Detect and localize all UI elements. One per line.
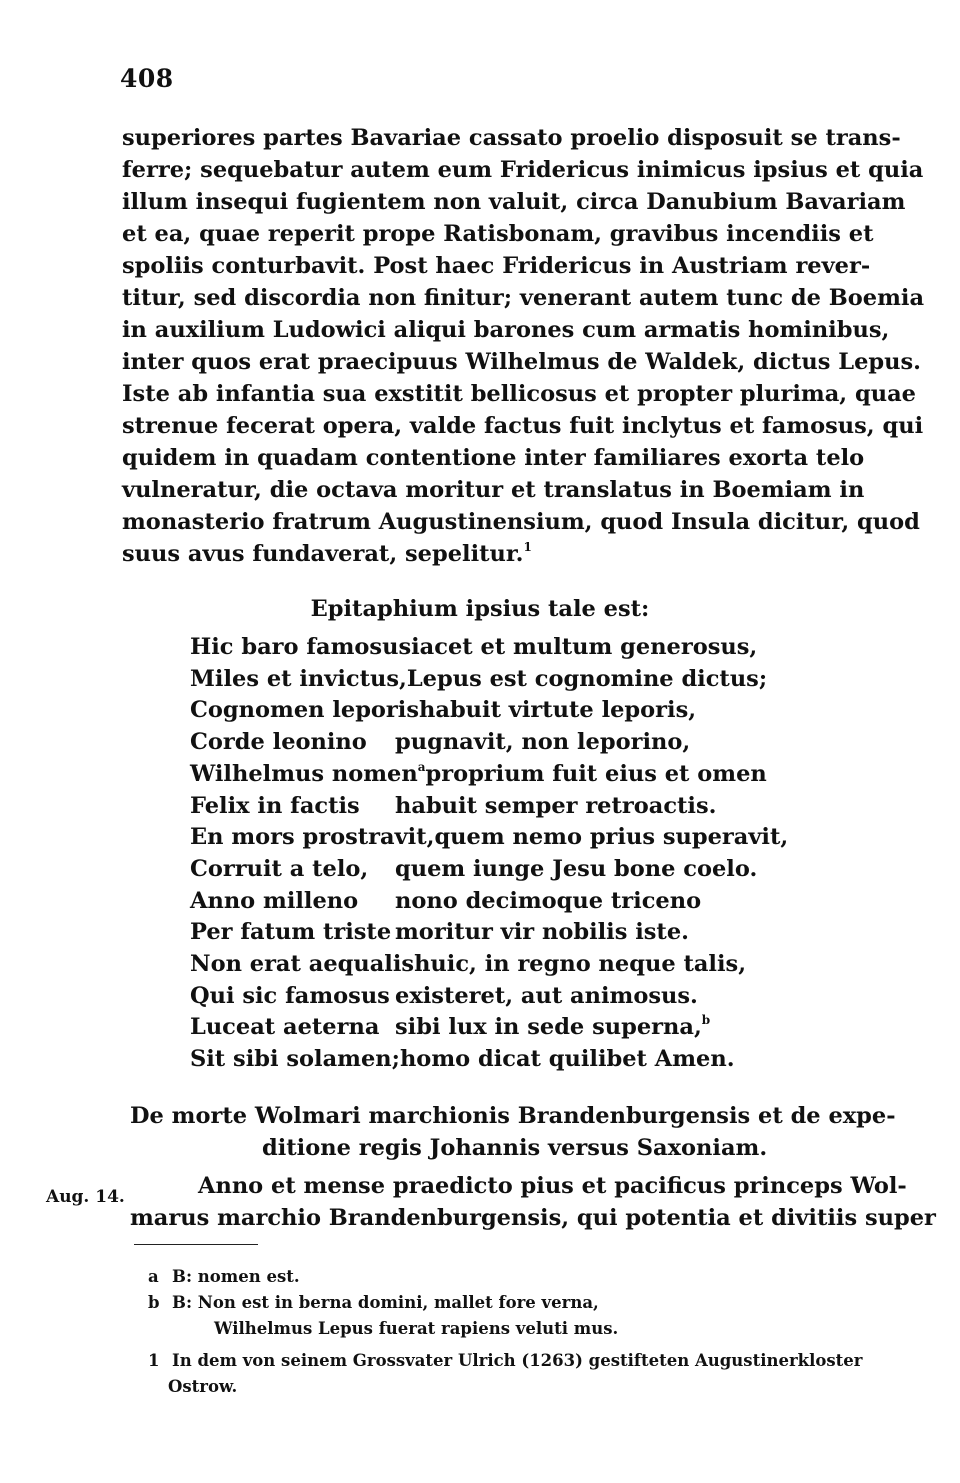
footnote-text: Wilhelmus Lepus fuerat rapiens veluti mus.: [214, 1319, 619, 1338]
footnote-mark: b: [148, 1293, 160, 1312]
verse-line: [190, 695, 788, 727]
verse-line: [190, 1044, 788, 1076]
text-line: ferre; sequebatur autem eum Fridericus inimicus ipsius et quia: [122, 157, 924, 183]
text-line: spoliis conturbavit. Post haec Fridericus in Austriam rever-: [122, 253, 871, 279]
epitaph-heading: Epitaphium ipsius tale est:: [310, 596, 650, 622]
footnote-mark: a: [148, 1267, 159, 1286]
text-line-last: [122, 538, 852, 570]
text-line: in auxilium Ludowici aliqui barones cum armatis hominibus,: [122, 317, 890, 343]
verse-line: [190, 1012, 788, 1044]
last-line-text: suus avus fundaverat, sepelitur.: [122, 541, 524, 567]
verse-line: [190, 759, 788, 791]
verse-hemistich-b: sibi lux in sede superna,: [395, 1014, 702, 1041]
verse-hemistich-a: Qui sic famosus: [190, 982, 390, 1009]
text-line: Iste ab infantia sua exstitit bellicosus et propter plurima, quae: [122, 381, 916, 407]
verse-hemistich-b: nono decimoque triceno: [395, 887, 702, 914]
text-line: quidem in quadam contentione inter familiares exorta telo: [122, 445, 865, 471]
text-line: monasterio fratrum Augustinensium, quod Insula dicitur, quod: [122, 509, 920, 535]
verse-hemistich-b: habuit virtute leporis,: [419, 697, 697, 724]
verse-hemistich-a: Miles et invictus,: [190, 665, 407, 692]
footnote-mark: 1: [148, 1351, 160, 1370]
verse-hemistich-b: existeret, aut animosus.: [395, 982, 698, 1009]
verse-hemistich-b: proprium fuit eius et omen: [425, 760, 767, 787]
verse-line: [190, 886, 788, 918]
verse-hemistich-b: iacet et multum generosus,: [411, 634, 758, 660]
footnote-ref-1: 1: [523, 540, 532, 554]
verse-hemistich-b: homo dicat quilibet Amen.: [399, 1046, 735, 1073]
verse-text: Wilhelmus nomen: [190, 760, 418, 787]
main-paragraph: [122, 122, 925, 570]
footnote-a: [148, 1264, 868, 1290]
verse-hemistich-b: pugnavit, non leporino,: [395, 729, 691, 756]
footnote-text: B: Non est in berna domini, mallet fore verna,: [172, 1293, 599, 1312]
verse-line: [190, 664, 788, 696]
verse-hemistich-a: Anno milleno: [190, 887, 359, 914]
text-line: superiores partes Bavariae cassato proelio disposuit se trans-: [122, 125, 901, 151]
verse-hemistich-a: Per fatum triste: [190, 919, 392, 946]
footnote-ref-a: a: [417, 759, 426, 774]
text-line: inter quos erat praecipuus Wilhelmus de Waldek, dictus Lepus.: [122, 349, 921, 375]
verse-line: [190, 949, 788, 981]
footnote-1-continuation: [148, 1374, 868, 1400]
epitaph-poem: [190, 632, 788, 1076]
footnotes: [148, 1264, 868, 1400]
footnote-b: [148, 1290, 868, 1316]
verse-hemistich-a: Cognomen leporis: [190, 697, 419, 724]
verse-hemistich-a: Felix in factis: [190, 792, 360, 819]
text-line: illum insequi fugientem non valuit, circa Danubium Bavariam: [122, 189, 906, 215]
footnote-b-continuation: [148, 1316, 868, 1342]
verse-hemistich-a: En mors prostravit,: [190, 824, 435, 851]
text-line: strenue fecerat opera, valde factus fuit inclytus et famosus, qui: [122, 413, 924, 439]
verse-hemistich-b: huic, in regno neque talis,: [414, 951, 747, 978]
verse-line: [190, 981, 788, 1013]
verse-line: [190, 727, 788, 759]
verse-hemistich-a: Hic baro famosus: [190, 634, 412, 660]
footnote-ref-b: b: [701, 1013, 711, 1028]
footnote-text: Ostrow.: [168, 1377, 238, 1396]
margin-date: Aug. 14.: [46, 1187, 125, 1207]
verse-hemistich-a: Corde leonino: [190, 729, 367, 756]
footnote-text: B: nomen est.: [172, 1267, 300, 1286]
section-heading: [130, 1100, 896, 1164]
verse-line: [190, 822, 788, 854]
footnote-1: [148, 1348, 868, 1374]
section-heading-line: ditione regis Johannis versus Saxoniam.: [262, 1135, 768, 1161]
page-number: 408: [120, 64, 174, 93]
text-line: et ea, quae reperit prope Ratisbonam, gravibus incendiis et: [122, 221, 874, 247]
verse-hemistich-a: Non erat aequalis: [190, 951, 415, 978]
verse-hemistich-a: Luceat aeterna: [190, 1014, 380, 1041]
section-heading-line: De morte Wolmari marchionis Brandenburgensis et de expe-: [130, 1103, 896, 1129]
verse-hemistich-b: moritur vir nobilis iste.: [395, 919, 689, 946]
footnote-text: In dem von seinem Grossvater Ulrich (1263) gestifteten Augustinerkloster: [172, 1351, 863, 1370]
verse-hemistich-b: quem nemo prius superavit,: [434, 824, 789, 851]
text-line: marus marchio Brandenburgensis, qui potentia et divitiis super: [130, 1205, 936, 1231]
verse-line: [190, 854, 788, 886]
verse-hemistich-a: Corruit a telo,: [190, 855, 369, 882]
verse-hemistich-a: Sit sibi solamen;: [190, 1046, 400, 1073]
section-paragraph: [130, 1170, 936, 1234]
verse-line: [190, 917, 788, 949]
verse-line: [190, 791, 788, 823]
verse-line: [190, 632, 788, 664]
verse-hemistich-b: habuit semper retroactis.: [395, 792, 717, 819]
verse-hemistich-a: [190, 759, 425, 791]
verse-hemistich-b: Lepus est cognomine dictus;: [406, 665, 768, 692]
text-line: vulneratur, die octava moritur et translatus in Boemiam in: [122, 477, 865, 503]
footnote-divider: [134, 1244, 258, 1245]
text-line: titur, sed discordia non finitur; venerant autem tunc de Boemia: [122, 285, 925, 311]
verse-hemistich-b: quem iunge Jesu bone coelo.: [395, 855, 758, 882]
text-line: Anno et mense praedicto pius et pacificus princeps Wol-: [198, 1173, 907, 1199]
